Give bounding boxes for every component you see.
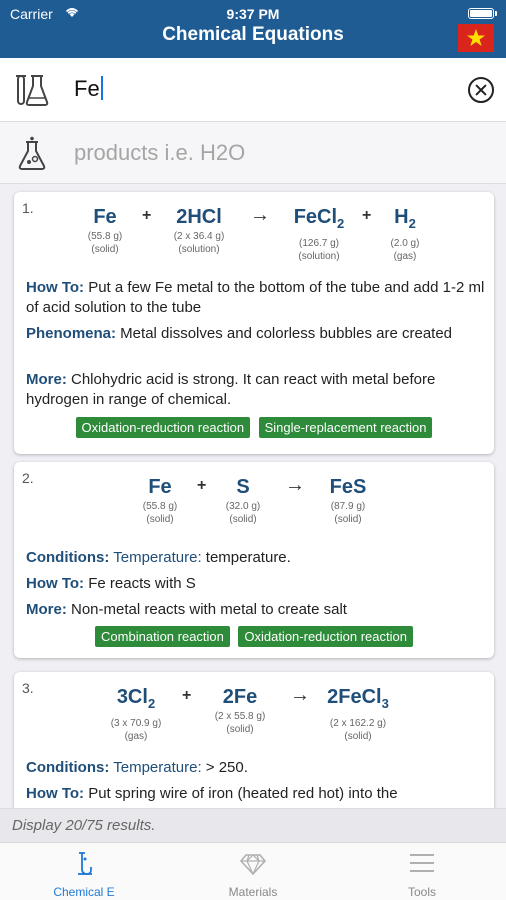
term-state: (solid)	[344, 731, 372, 742]
term-state: (solid)	[146, 514, 174, 525]
term-formula: S	[236, 476, 250, 498]
temperature-link[interactable]: Temperature:	[113, 549, 202, 566]
reaction-arrow: →	[250, 204, 270, 226]
tab-label: Tools	[407, 885, 436, 899]
term-mass: (126.7 g)	[298, 238, 340, 249]
tab-label: Chemical E	[53, 885, 115, 899]
term-mass: (32.0 g)	[225, 501, 261, 512]
term-mass: (2 x 162.2 g)	[329, 718, 387, 729]
diamond-icon	[239, 849, 267, 877]
how-to-label: How To:	[26, 785, 85, 802]
equation-term	[198, 474, 288, 526]
term-formula: 2HCl	[176, 206, 222, 228]
battery-icon	[468, 8, 494, 19]
clear-search-button[interactable]	[468, 77, 494, 103]
equation-card[interactable]	[14, 672, 494, 808]
equation-term	[115, 474, 205, 526]
term-state: (gas)	[124, 731, 148, 742]
equation-index: 2.	[22, 470, 34, 486]
equation-card[interactable]	[14, 192, 494, 454]
more-text	[26, 600, 486, 620]
term-formula: Fe	[93, 206, 117, 228]
term-state: (solid)	[91, 244, 119, 255]
reaction-type-tag[interactable]: Oxidation-reduction reaction	[76, 417, 251, 438]
term-mass: (2 x 55.8 g)	[214, 711, 266, 722]
term-subscript: 3	[381, 696, 389, 711]
carrier-label: Carrier	[10, 6, 53, 22]
how-to-value: Put spring wire of iron (heated red hot) into the	[84, 785, 398, 802]
term-mass: (87.9 g)	[330, 501, 366, 512]
language-flag-icon[interactable]	[458, 24, 494, 52]
phenomena-value: Metal dissolves and colorless bubbles are created	[116, 325, 453, 342]
equation-row	[14, 474, 494, 544]
how-to-label: How To:	[26, 279, 85, 296]
reactants-input-value: Fe	[74, 76, 100, 101]
equation-term	[274, 204, 364, 263]
equation-term	[91, 684, 181, 743]
conditions-label: Conditions:	[26, 759, 110, 776]
star-icon	[466, 28, 486, 48]
tab-bar	[0, 842, 506, 900]
term-mass: (55.8 g)	[87, 231, 123, 242]
equation-term	[303, 684, 413, 743]
how-to-text	[26, 278, 486, 318]
plus-sign: +	[362, 207, 372, 224]
how-to-value: Fe reacts with S	[84, 575, 196, 592]
tab-tools[interactable]	[338, 843, 506, 900]
how-to-text	[26, 784, 486, 804]
equation-term	[154, 204, 244, 256]
how-to-text	[26, 574, 486, 594]
term-state: (solution)	[298, 251, 340, 262]
term-state: (solid)	[229, 514, 257, 525]
reaction-tags	[14, 626, 494, 647]
phenomena-text	[26, 324, 486, 344]
equation-term	[360, 204, 450, 263]
products-search-row[interactable]	[0, 122, 506, 184]
status-bar	[0, 4, 506, 22]
conditions-value: > 250.	[201, 759, 248, 776]
equation-row	[14, 204, 494, 274]
how-to-label: How To:	[26, 575, 85, 592]
term-formula: FeS	[329, 476, 367, 498]
reaction-type-tag[interactable]: Oxidation-reduction reaction	[238, 626, 413, 647]
page-title: Chemical Equations	[162, 24, 344, 45]
phenomena-label: Phenomena:	[26, 325, 117, 342]
tab-materials[interactable]	[169, 843, 337, 900]
term-state: (gas)	[393, 251, 417, 262]
equation-term	[195, 684, 285, 736]
term-formula: 2Fe	[222, 686, 258, 708]
results-list[interactable]	[0, 184, 506, 808]
products-input[interactable]: products i.e. H2O	[74, 140, 246, 165]
reaction-tags	[14, 417, 494, 438]
equation-term	[303, 474, 393, 526]
reactants-input[interactable]	[74, 76, 103, 102]
term-mass: (3 x 70.9 g)	[110, 718, 162, 729]
plus-sign: +	[142, 207, 152, 224]
flask-tab-icon	[70, 849, 98, 877]
reactants-search-row[interactable]	[0, 58, 506, 122]
term-subscript: 2	[337, 216, 345, 231]
conditions-value: temperature.	[201, 549, 291, 566]
term-subscript: 2	[147, 696, 156, 711]
equation-index: 3.	[22, 680, 34, 696]
conditions-text	[26, 548, 486, 568]
term-mass: (55.8 g)	[142, 501, 178, 512]
reactants-flask-icon	[14, 72, 50, 108]
reaction-type-tag[interactable]: Single-replacement reaction	[259, 417, 433, 438]
equation-term	[60, 204, 150, 256]
plus-sign: +	[182, 687, 192, 704]
menu-icon	[408, 849, 436, 877]
more-value: Chlohydric acid is strong. It can react with metal before hydrogen in range of chemical.	[26, 371, 436, 408]
reaction-type-tag[interactable]: Combination reaction	[95, 626, 230, 647]
temperature-link[interactable]: Temperature:	[113, 759, 202, 776]
term-subscript: 2	[408, 216, 416, 231]
tab-label: Materials	[228, 885, 278, 899]
conditions-label: Conditions:	[26, 549, 110, 566]
term-state: (solid)	[226, 724, 254, 735]
plus-sign: +	[197, 477, 207, 494]
more-value: Non-metal reacts with metal to create salt	[66, 601, 347, 618]
equation-index: 1.	[22, 200, 34, 216]
term-formula: 3Cl	[116, 686, 148, 708]
more-label: More:	[26, 371, 67, 388]
status-time: 9:37 PM	[226, 6, 280, 22]
text-cursor	[101, 76, 103, 100]
results-count-bar	[0, 808, 506, 842]
term-mass: (2 x 36.4 g)	[173, 231, 225, 242]
term-formula: Fe	[148, 476, 172, 498]
conditions-text	[26, 758, 486, 778]
more-label: More:	[26, 601, 67, 618]
term-formula: FeCl	[293, 206, 338, 228]
reaction-arrow: →	[285, 474, 305, 496]
term-formula: 2FeCl	[327, 686, 382, 708]
products-flask-icon	[14, 136, 50, 172]
reaction-arrow: →	[290, 684, 310, 706]
tab-chemical-equations[interactable]	[0, 843, 168, 900]
term-formula: H	[394, 206, 409, 228]
term-state: (solution)	[178, 244, 220, 255]
how-to-value: Put a few Fe metal to the bottom of the tube and add 1-2 ml of acid solution to the tube	[26, 279, 485, 316]
term-mass: (2.0 g)	[390, 238, 420, 249]
equation-row	[14, 684, 494, 754]
app-header	[0, 0, 506, 58]
results-count: Display 20/75 results.	[12, 817, 156, 834]
equation-card[interactable]	[14, 462, 494, 658]
more-text	[26, 370, 486, 410]
term-state: (solid)	[334, 514, 362, 525]
